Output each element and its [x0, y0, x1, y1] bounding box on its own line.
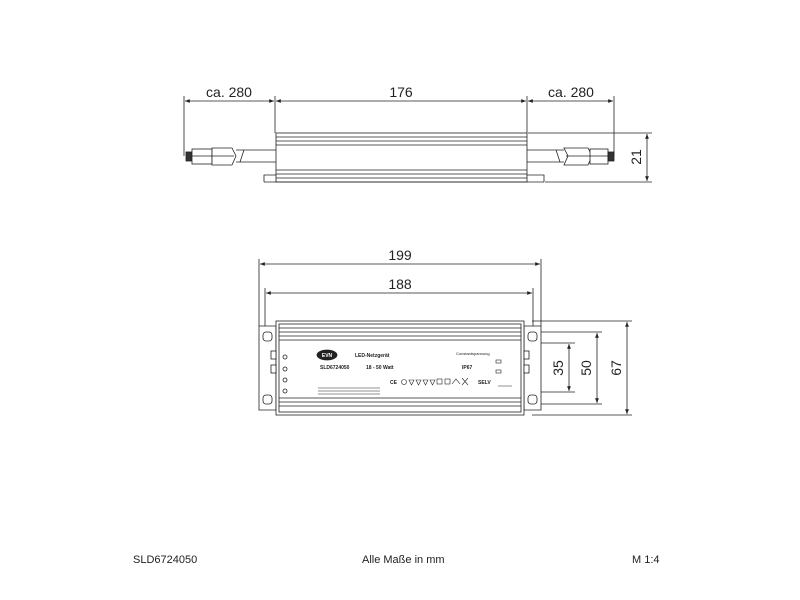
earth-icon: [283, 389, 287, 393]
label-power: 18 - 50 Watt: [366, 365, 394, 371]
footer-scale: M 1:4: [632, 554, 660, 566]
dim-label-left: ca. 280: [206, 84, 252, 100]
dim-label-67: 67: [608, 360, 624, 376]
dim-label-height: 21: [628, 149, 644, 165]
label-constant: Constantspannung: [456, 351, 490, 356]
housing-front: [259, 321, 541, 415]
cable-left: [186, 148, 276, 165]
footer-article-number: SLD6724050: [133, 554, 198, 566]
input-icon: [283, 355, 287, 359]
housing-top: [264, 133, 544, 182]
dim-label-center: 176: [389, 84, 413, 100]
dimmer-icon: [283, 378, 287, 382]
label-ip: IP67: [462, 365, 473, 371]
output-icon: [283, 367, 287, 371]
brand-label: EVN: [321, 353, 333, 359]
label-title: LED-Netzgerät: [355, 353, 390, 359]
cable-right: [527, 148, 614, 165]
dim-label-right: ca. 280: [548, 84, 594, 100]
label-model: SLD6724050: [320, 365, 350, 371]
label-ce: CE: [390, 380, 397, 386]
dim-label-50: 50: [578, 360, 594, 376]
dim-label-199: 199: [388, 247, 412, 263]
dim-label-35: 35: [550, 360, 566, 376]
top-view: [184, 96, 652, 182]
label-selv: SELV: [478, 380, 491, 386]
front-view: [259, 259, 632, 415]
footer-units-note: Alle Maße in mm: [362, 554, 445, 566]
dim-label-188: 188: [388, 276, 412, 292]
